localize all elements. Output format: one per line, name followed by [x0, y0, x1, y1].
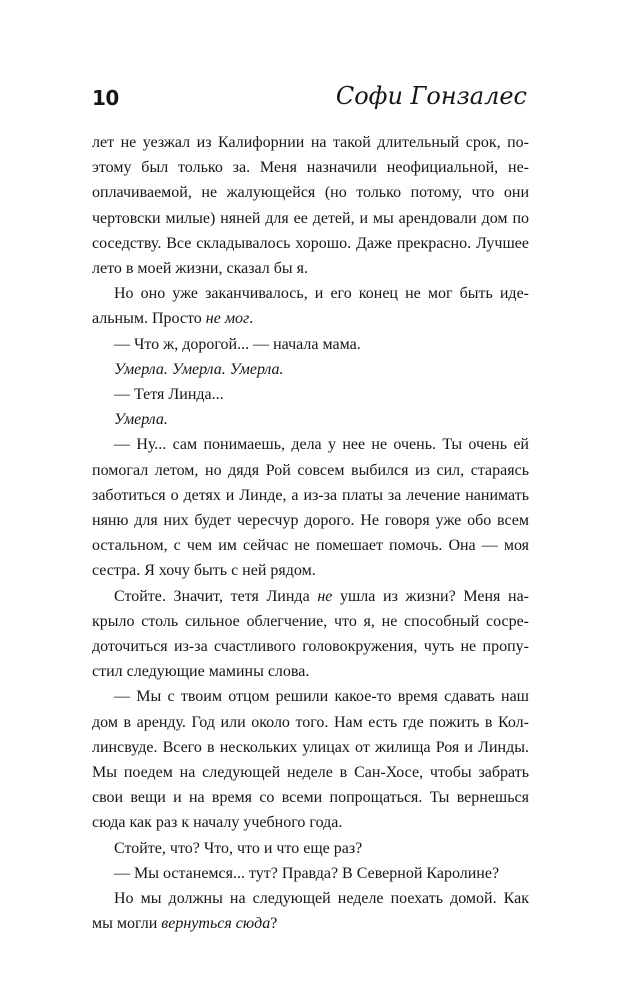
text-line: заботиться о детях и Линде, а из-за платы за лечение нанимать	[92, 486, 529, 504]
text-line: — Тетя Линда...	[114, 386, 224, 404]
text-line: сестра. Я хочу быть с ней рядом.	[92, 562, 316, 580]
text-line: стил следующие мамины слова.	[92, 663, 310, 681]
text-line: — Ну... сам понимаешь, дела у нее не очень. Ты очень ей	[114, 436, 529, 454]
text-line: линсвуде. Всего в нескольких улицах от жилища Роя и Линды.	[92, 738, 529, 756]
page-header	[92, 82, 527, 116]
text-line: доточиться из-за счастливого головокружения, чуть не пропу-	[92, 638, 529, 656]
text-line: Умерла. Умерла. Умерла.	[114, 360, 284, 378]
text-line: няню для них будет чересчур дорого. Не говоря уже обо всем	[92, 512, 529, 530]
text-line: помогал летом, но дядя Рой совсем выбился из сил, стараясь	[92, 461, 529, 479]
text-line: соседству. Все складывалось хорошо. Даже прекрасно. Лучшее	[92, 234, 529, 252]
text-line: — Мы с твоим отцом решили какое-то время сдавать наш	[114, 688, 529, 706]
text-line: Стойте, что? Что, что и что еще раз?	[114, 839, 363, 857]
text-line: оплачиваемой, не жалующейся (но только потому, что они	[92, 184, 529, 202]
text-line: крыло столь сильное облегчение, что я, не способный сосре-	[92, 612, 529, 630]
text-line: мы могли вернуться сюда?	[92, 915, 278, 933]
text-line: чертовски милые) няней для ее детей, и мы арендовали дом по	[92, 209, 529, 227]
body-text	[92, 130, 529, 937]
running-head-author: Софи Гонзалес	[335, 82, 527, 110]
text-line: Умерла.	[114, 411, 168, 429]
text-line: сюда как раз к началу учебного года.	[92, 814, 343, 832]
text-line: Мы поедем на следующей неделе в Сан-Хосе, чтобы забрать	[92, 764, 529, 782]
text-line: свои вещи и на время со всеми попрощаться. Ты вернешься	[92, 789, 529, 807]
page-number: 10	[92, 86, 119, 110]
text-line: этому был только за. Меня назначили неофициальной, не-	[92, 159, 529, 177]
text-line: Стойте. Значит, тетя Линда не ушла из жизни? Меня на-	[114, 587, 529, 605]
text-line: дом в аренду. Год или около того. Нам есть где пожить в Кол-	[92, 713, 529, 731]
text-line: — Мы останемся... тут? Правда? В Северной Каролине?	[114, 864, 500, 882]
text-line: альным. Просто не мог.	[92, 310, 254, 328]
text-line: остальном, с чем им сейчас не помешает помочь. Она — моя	[92, 537, 529, 555]
text-line: — Что ж, дорогой... — начала мама.	[114, 335, 361, 353]
text-line: лет не уезжал из Калифорнии на такой длительный срок, по-	[92, 134, 529, 151]
text-line: Но мы должны на следующей неделе поехать домой. Как	[114, 890, 529, 908]
text-line: лето в моей жизни, сказал бы я.	[92, 260, 308, 278]
text-line: Но оно уже заканчивалось, и его конец не мог быть иде-	[114, 285, 529, 303]
